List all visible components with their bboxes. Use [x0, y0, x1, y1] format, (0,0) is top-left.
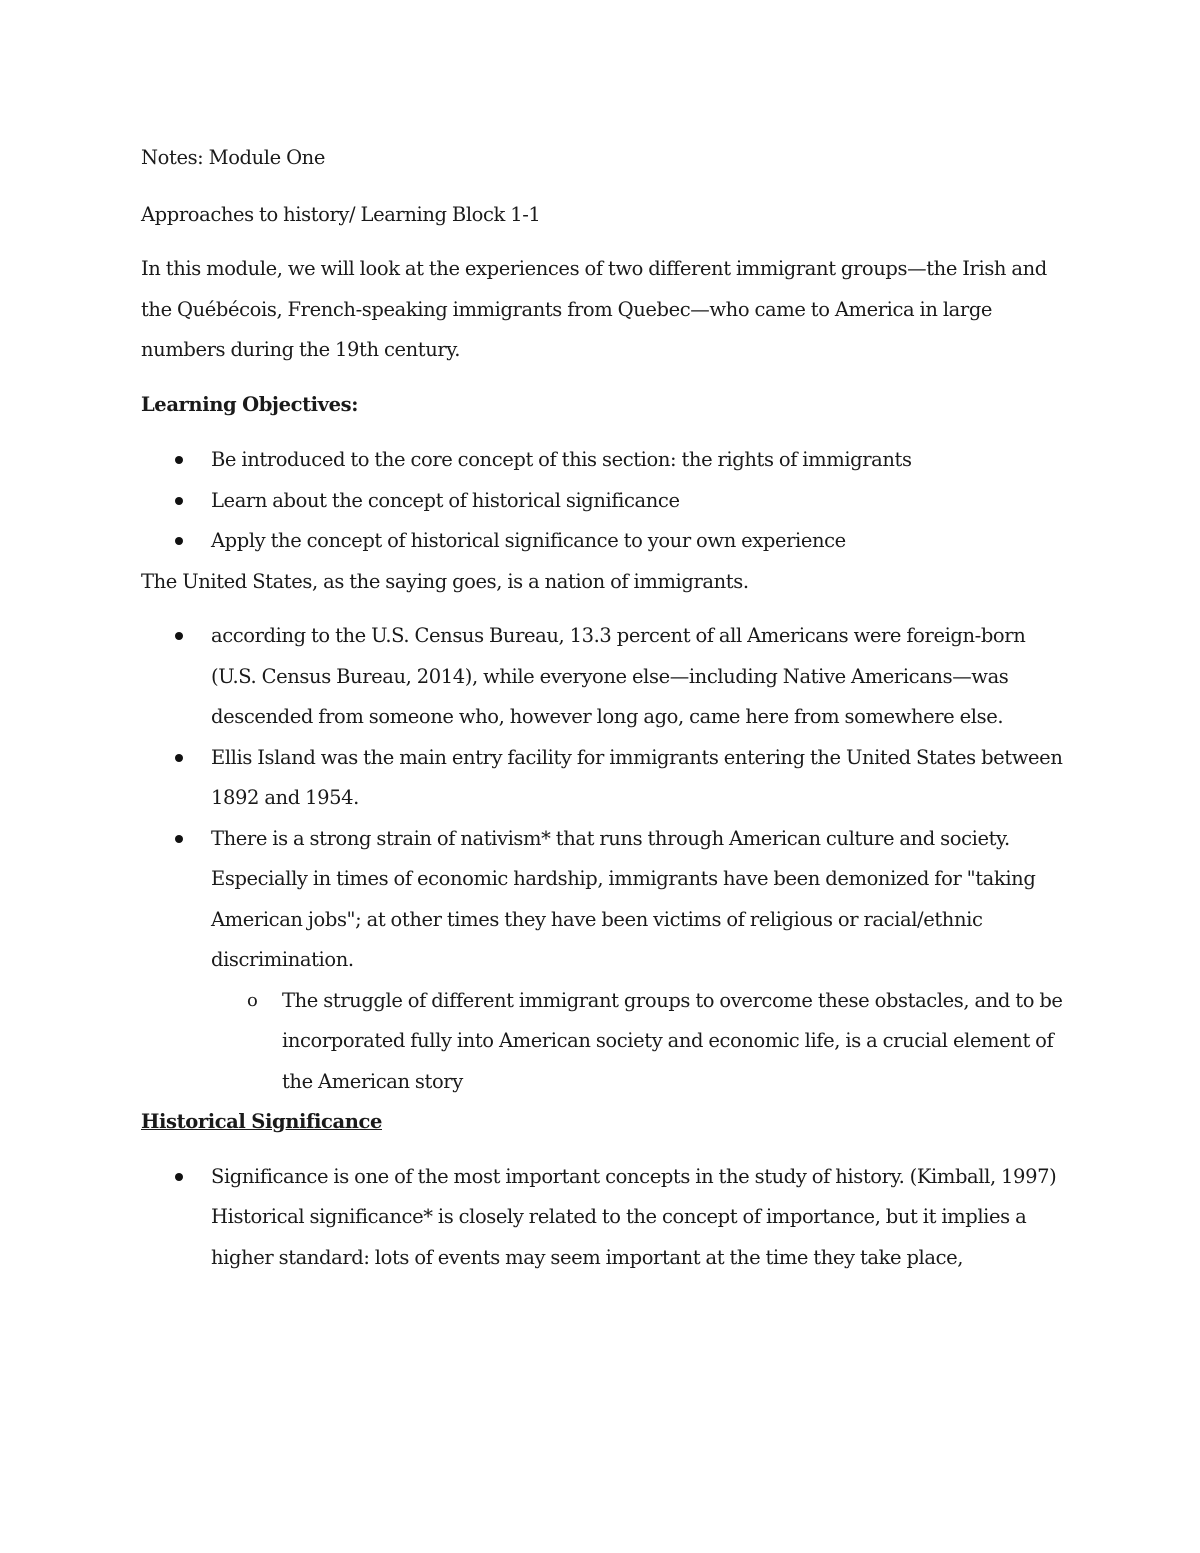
document-body: [141, 138, 1071, 1278]
list-item: [141, 440, 1071, 481]
list-item: [141, 738, 1071, 819]
bullet-icon: [175, 497, 183, 505]
list-item: [141, 819, 1071, 1103]
significance-heading: Historical Significance: [141, 1110, 382, 1133]
bullet-icon: [175, 835, 183, 843]
document-title: Notes: Module One: [141, 146, 325, 169]
bullet-text: according to the U.S. Census Bureau, 13.3 percent of all Americans were foreign-born (U.S. Census Bureau, 2014), while everyone else—including Native Americans—was descended from someone who, however long ago, came here from somewhere else.: [211, 624, 1026, 728]
bullet-icon: [175, 632, 183, 640]
objective-text: Learn about the concept of historical significance: [211, 488, 680, 512]
sub-bullet-icon: o: [247, 989, 258, 1011]
bullet-text: Significance is one of the most important concepts in the study of history. (Kimball, 1997) Historical significance* is closely related to the concept of importance, but it implies a higher standard: lots of events may seem important at the time they take place,: [211, 1164, 1057, 1269]
bullet-icon: [175, 754, 183, 762]
bullet-icon: [175, 1173, 183, 1181]
objective-text: Be introduced to the core concept of this section: the rights of immigrants: [211, 448, 912, 471]
objective-text: Apply the concept of historical significance to your own experience: [211, 529, 846, 552]
objectives-heading: Learning Objectives:: [141, 392, 358, 416]
list-item: [141, 481, 1071, 522]
sub-bullets-list: [211, 981, 1071, 1103]
list-item: [141, 616, 1071, 738]
objectives-list: [141, 440, 1071, 562]
sub-bullet-text: The struggle of different immigrant groups to overcome these obstacles, and to be incorporated fully into American society and economic life, is a crucial element of the American story: [282, 988, 1063, 1093]
bullet-icon: [175, 537, 183, 545]
bullet-text: Ellis Island was the main entry facility for immigrants entering the United States between 1892 and 1954.: [211, 745, 1063, 809]
sub-list-item: [211, 981, 1071, 1103]
significance-bullets-list: [141, 1157, 1071, 1279]
document-subtitle: Approaches to history/ Learning Block 1-1: [141, 202, 541, 226]
list-item: [141, 1157, 1071, 1279]
nation-statement: The United States, as the saying goes, is a nation of immigrants.: [141, 569, 749, 593]
list-item: [141, 521, 1071, 562]
bullet-text: There is a strong strain of nativism* that runs through American culture and society. Especially in times of economic hardship, immigrants have been demonized for "taking American jobs"; at other times they have been victims of religious or racial/ethnic discrimination.: [211, 826, 1036, 971]
bullet-icon: [175, 456, 183, 464]
intro-paragraph: In this module, we will look at the experiences of two different immigrant groups—the Irish and the Québécois, French-speaking immigrants from Quebec—who came to America in large numbers during the 19th century.: [141, 257, 1047, 361]
nation-bullets-list: [141, 616, 1071, 1102]
